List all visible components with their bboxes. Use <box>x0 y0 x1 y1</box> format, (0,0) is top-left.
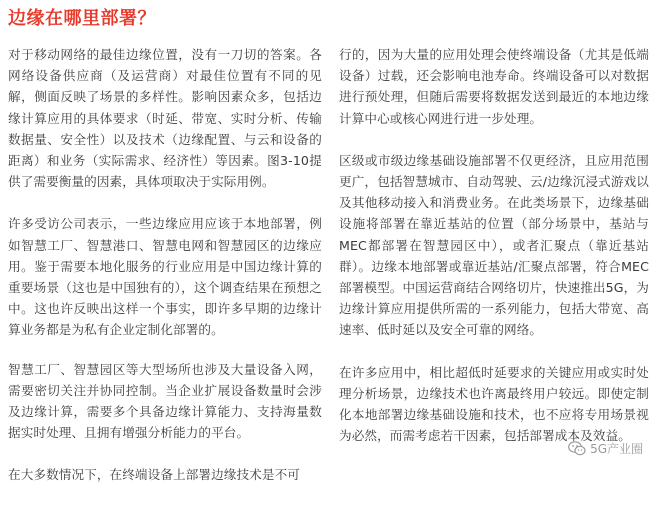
paragraph: 在大多数情况下，在终端设备上部署边缘技术是不可 <box>8 467 300 483</box>
paragraph: 在许多应用中，相比超低时延要求的关键应用或实时处理分析场景，边缘技术也许离最终用户较远。即使定制化本地部署边缘基础设施和技术，也不应将专用场景视为必然，而需考虑若干因素，包括部署成本及效益。 <box>339 364 649 444</box>
right-column <box>339 44 649 467</box>
wechat-icon <box>568 441 586 456</box>
article-heading: 边缘在哪里部署？ <box>8 8 156 29</box>
watermark <box>568 440 643 457</box>
paragraph: 许多受访公司表示，一些边缘应用应该于本地部署，例如智慧工厂、智慧港口、智慧电网和智慧园区的边缘应用。鉴于需要本地化服务的行业应用是中国边缘计算的重要场景（这也是中国独有的），这个调查结果在预想之中。这也许反映出这样一个事实，即许多早期的边缘计算业务都是为私有企业定制化部署的。 <box>8 216 322 338</box>
paragraph: 对于移动网络的最佳边缘位置，没有一刀切的答案。各网络设备供应商（及运营商）对最佳位置有不同的见解，侧面反映了场景的多样性。影响因素众多，包括边缘计算应用的具体要求（时延、带宽、实时分析、传输数据量、安全性）以及技术（边缘配置、与云和设备的距离）和业务（实际需求、经济性）等因素。图3-10提供了需要衡量的因素，具体项取决于实际用例。 <box>8 47 322 190</box>
watermark-text: 5G产业圈 <box>590 442 643 456</box>
paragraph: 区级或市级边缘基础设施部署不仅更经济，且应用范围更广，包括智慧城市、自动驾驶、云/边缘沉浸式游戏以及其他移动接入和消费业务。在此类场景下，边缘基础设施将部署在靠近基站的位置（部分场景中，基站与MEC都部署在智慧园区中），或者汇聚点（靠近基站群）。边缘本地部署或靠近基站/汇聚点部署，符合MEC部署模型。中国运营商结合网络切片，快速推出5G，为边缘计算应用提供所需的一系列能力，包括大带宽、高速率、低时延以及安全可靠的网络。 <box>339 152 649 338</box>
paragraph: 行的，因为大量的应用处理会使终端设备（尤其是低端设备）过载，还会影响电池寿命。终端设备可以对数据进行预处理，但随后需要将数据发送到最近的本地边缘计算中心或核心网进行进一步处理。 <box>339 47 649 126</box>
paragraph: 智慧工厂、智慧园区等大型场所也涉及大量设备入网，需要密切关注并协同控制。当企业扩展设备数量时会涉及边缘计算，需要多个具备边缘计算能力、支持海量数据实时处理、且拥有增强分析能力的平台。 <box>8 361 322 441</box>
left-column <box>8 44 322 507</box>
